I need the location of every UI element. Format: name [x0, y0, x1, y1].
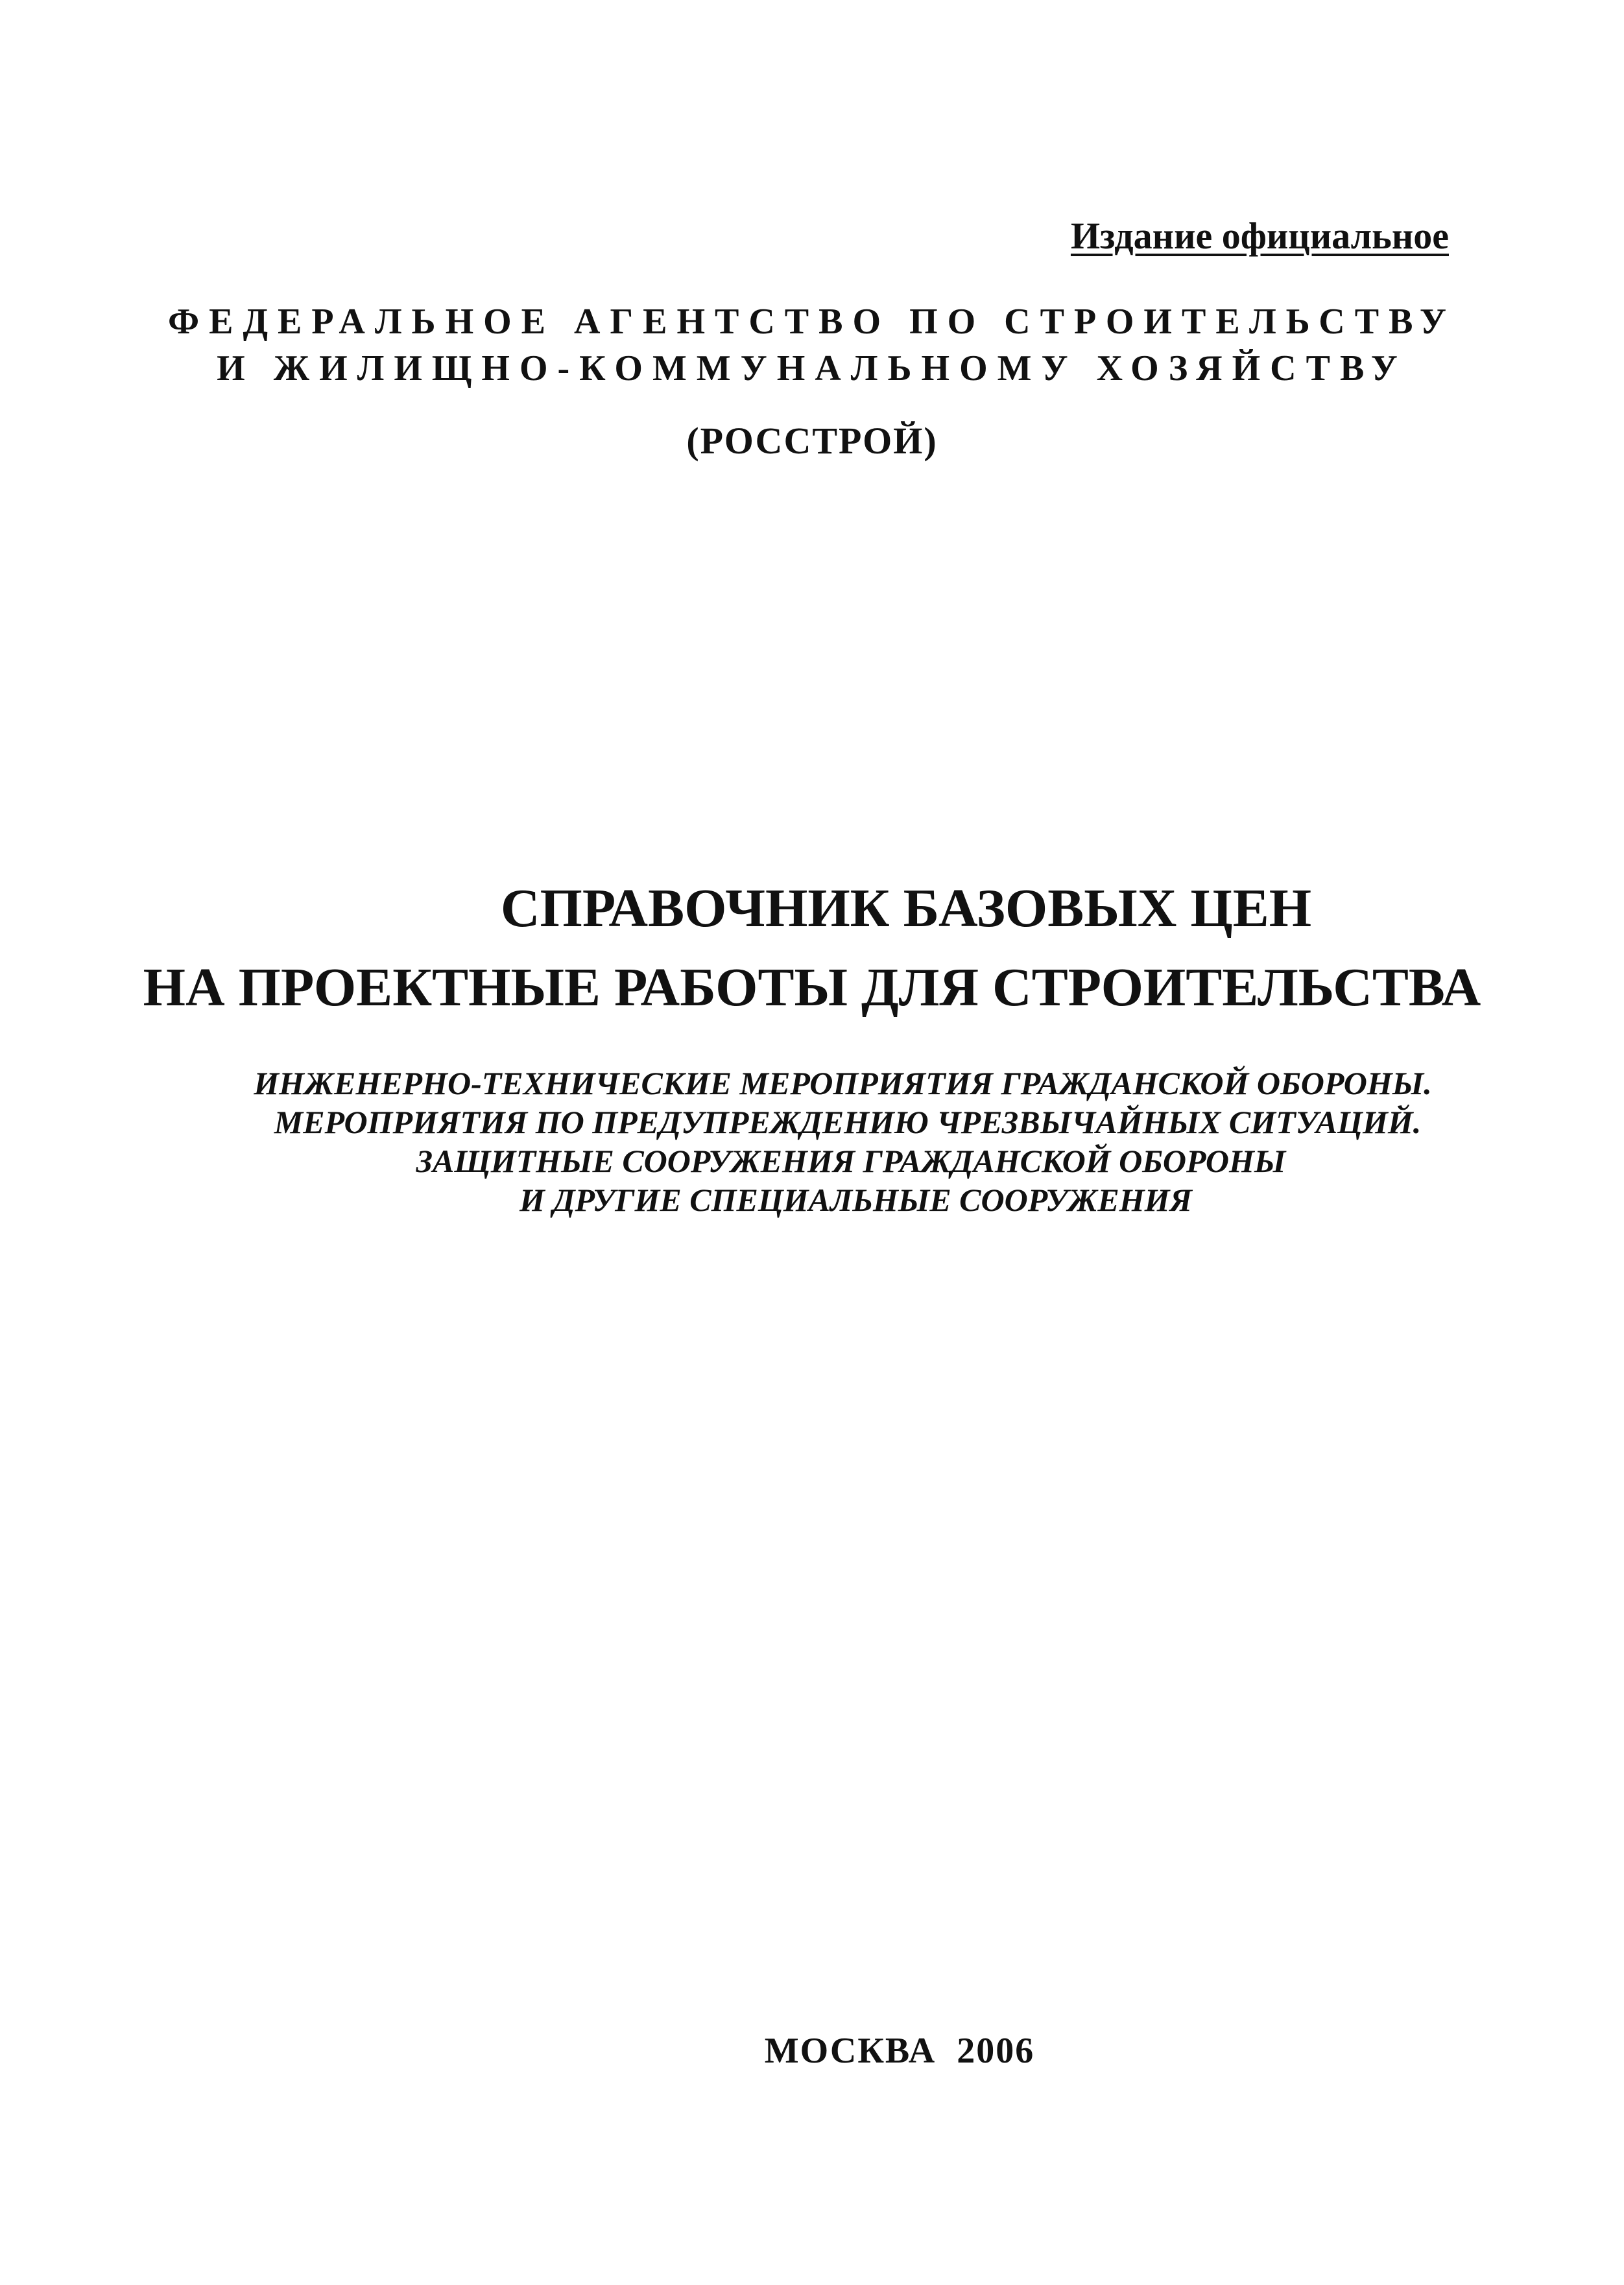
title-line-2: НА ПРОЕКТНЫЕ РАБОТЫ ДЛЯ СТРОИТЕЛЬСТВА	[143, 957, 1481, 1018]
title-line-1: СПРАВОЧНИК БАЗОВЫХ ЦЕН	[500, 878, 1312, 939]
subtitle-line-2: МЕРОПРИЯТИЯ ПО ПРЕДУПРЕЖДЕНИЮ ЧРЕЗВЫЧАЙНЫХ СИТУАЦИЙ.	[274, 1104, 1422, 1140]
subtitle-line-1: ИНЖЕНЕРНО-ТЕХНИЧЕСКИЕ МЕРОПРИЯТИЯ ГРАЖДАНСКОЙ ОБОРОНЫ.	[254, 1065, 1432, 1101]
subtitle-line-4: И ДРУГИЕ СПЕЦИАЛЬНЫЕ СООРУЖЕНИЯ	[519, 1182, 1193, 1218]
publication-place-year: МОСКВА 2006	[764, 2031, 1035, 2071]
subtitle-line-3: ЗАЩИТНЫЕ СООРУЖЕНИЯ ГРАЖДАНСКОЙ ОБОРОНЫ	[416, 1143, 1286, 1179]
agency-abbreviation: (РОССТРОЙ)	[686, 420, 938, 462]
document-subtitle	[0, 1064, 1624, 1219]
agency-block	[0, 298, 1624, 464]
agency-name-line-1: ФЕДЕРАЛЬНОЕ АГЕНТСТВО ПО СТРОИТЕЛЬСТВУ	[168, 302, 1456, 342]
edition-label: Издание официальное	[1070, 215, 1449, 257]
document-title	[0, 869, 1624, 1027]
agency-name-line-2: И ЖИЛИЩНО-КОММУНАЛЬНОМУ ХОЗЯЙСТВУ	[217, 348, 1407, 389]
